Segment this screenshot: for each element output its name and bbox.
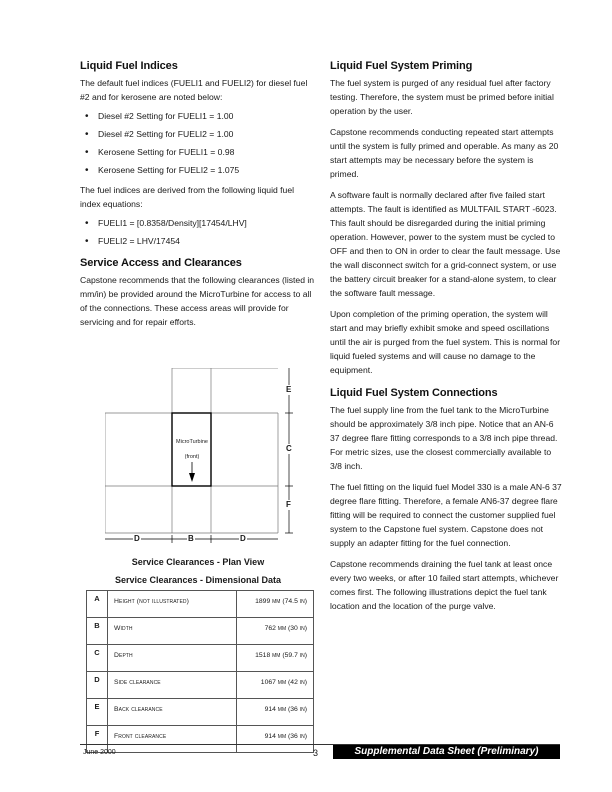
fuel-settings-list — [80, 111, 316, 176]
table-row — [87, 645, 314, 672]
section-fuel-connections — [330, 387, 564, 613]
smallcaps-text: Side clearance — [114, 679, 161, 686]
table-row — [87, 672, 314, 699]
table-cell-value — [237, 591, 314, 618]
table-cell-key: E — [87, 699, 108, 726]
table-row — [87, 699, 314, 726]
table-row — [87, 591, 314, 618]
section-fuel-priming — [330, 60, 564, 377]
front-arrow-icon — [189, 473, 195, 482]
dimensional-data-table — [86, 590, 314, 753]
table-cell-value — [237, 672, 314, 699]
smallcaps-text: Front clearance — [114, 733, 167, 740]
label-d-right: D — [240, 534, 246, 543]
service-access-text: Capstone recommends that the following clearances (listed in mm/in) be provided around the MicroTurbine for access to all of the connections. These access areas will provide for servicing and for repair efforts. — [80, 275, 315, 327]
table-cell-key: C — [87, 645, 108, 672]
footer-date: June 2000 — [83, 749, 116, 756]
smallcaps-text: Width — [114, 625, 133, 632]
smallcaps-text: 1067 mm (42 in) — [260, 679, 307, 686]
section-liquid-fuel-indices — [80, 60, 316, 247]
table-cell-name — [108, 672, 237, 699]
table-cell-key: A — [87, 591, 108, 618]
list-item: • Kerosene Setting for FUELI2 = 1.075 — [80, 165, 316, 176]
fuel-indices-intro: The default fuel indices (FUELI1 and FUELI2) for diesel fuel #2 and for kerosene are noted below: — [80, 78, 308, 102]
left-column — [80, 60, 316, 339]
priming-paragraph-4: Upon completion of the priming operation, the system will start and may briefly exhibit smoke and speed oscillations until the air is purged from the fuel system. This is normal for liquid fueled systems and will cause no damage to the equipment. — [330, 309, 561, 375]
table-cell-name — [108, 699, 237, 726]
plan-view-caption: Service Clearances - Plan View — [131, 557, 265, 567]
list-item: • FUELI2 = LHV/17454 — [80, 236, 316, 247]
list-item: • FUELI1 = [0.8358/Density][17454/LHV] — [80, 218, 316, 229]
smallcaps-text: Height (not illustrated) — [114, 598, 189, 605]
smallcaps-text: 914 mm (36 in) — [264, 733, 307, 740]
label-b: B — [188, 534, 194, 543]
label-f: F — [286, 500, 291, 509]
table-cell-name — [108, 645, 237, 672]
heading-service-access: Service Access and Clearances — [80, 257, 242, 269]
table-cell-name — [108, 618, 237, 645]
smallcaps-text: Depth — [114, 652, 133, 659]
section-service-access — [80, 257, 316, 329]
fuel-indices-derived: The fuel indices are derived from the following liquid fuel index equations: — [80, 185, 295, 209]
label-e: E — [286, 385, 292, 394]
table-cell-value — [237, 618, 314, 645]
heading-fuel-connections: Liquid Fuel System Connections — [330, 387, 498, 399]
fuel-equations-list — [80, 218, 316, 247]
footer-document-title: Supplemental Data Sheet (Preliminary) — [333, 745, 560, 759]
page-footer — [80, 744, 560, 759]
priming-paragraph-1: The fuel system is purged of any residual fuel after factory testing. Therefore, the system must be primed before initial operation by the user. — [330, 78, 554, 116]
heading-fuel-priming: Liquid Fuel System Priming — [330, 60, 473, 72]
dimensional-data-caption: Service Clearances - Dimensional Data — [114, 575, 282, 585]
heading-liquid-fuel-indices: Liquid Fuel Indices — [80, 60, 178, 72]
list-item: • Kerosene Setting for FUELI1 = 0.98 — [80, 147, 316, 158]
table-cell-value — [237, 645, 314, 672]
table-cell-value — [237, 699, 314, 726]
list-item: • Diesel #2 Setting for FUELI2 = 1.00 — [80, 129, 316, 140]
right-column — [330, 60, 564, 623]
smallcaps-text: Back clearance — [114, 706, 163, 713]
priming-paragraph-2: Capstone recommends conducting repeated start attempts until the system is fully primed and operable. As many as 20 start attempts may be necessary before the system is primed. — [330, 127, 559, 179]
smallcaps-text: 914 mm (36 in) — [264, 706, 307, 713]
table-row — [87, 618, 314, 645]
label-c: C — [286, 444, 292, 453]
microturbine-front-label: (front) — [184, 454, 200, 460]
table-cell-name — [108, 591, 237, 618]
connections-paragraph-1: The fuel supply line from the fuel tank to the MicroTurbine should be approximately 3/8 inch pipe. Notice that an AN-6 37 degree flare fitting corresponds to a 3/8 inch pipe thread. For metric sizes, use the closest commercially available to 3/8 inch. — [330, 405, 558, 471]
connections-paragraph-3: Capstone recommends draining the fuel tank at least once every two weeks, or after 10 failed start attempts, whichever comes first. The following illustrations depict the fuel tank location and the location of the purge valve. — [330, 559, 559, 611]
label-d-left: D — [134, 534, 140, 543]
list-item: • Diesel #2 Setting for FUELI1 = 1.00 — [80, 111, 316, 122]
table-cell-key: D — [87, 672, 108, 699]
table-cell-key: F — [87, 726, 108, 753]
smallcaps-text: 1518 mm (59.7 in) — [255, 652, 307, 659]
smallcaps-text: 1899 mm (74.5 in) — [255, 598, 307, 605]
table-cell-key: B — [87, 618, 108, 645]
microturbine-label: MicroTurbine — [176, 439, 208, 445]
connections-paragraph-2: The fuel fitting on the liquid fuel Model 330 is a male AN-6 37 degree flare fitting. Therefore, a female AN6-37 degree flare fitting will be required to connect the customer supplied fuel system to the Capstone fuel system. Capstone does not supply an adapter fitting for the fuel connection. — [330, 482, 562, 548]
priming-paragraph-3: A software fault is normally declared after five failed start attempts. The fault is identified as MULTFAIL START -6023. This fault should be disregarded during the initial priming operation. However, power to the system must be cycled to OFF and then to ON in order to clear the fault message. Use the wall disconnect switch for a grid-connect system, or use the battery circuit breaker for a stand-alone system, to clear the software fault message. — [330, 190, 561, 298]
service-clearance-plan-view — [105, 368, 305, 553]
page-number: 3 — [313, 748, 319, 758]
smallcaps-text: 762 mm (30 in) — [264, 625, 307, 632]
